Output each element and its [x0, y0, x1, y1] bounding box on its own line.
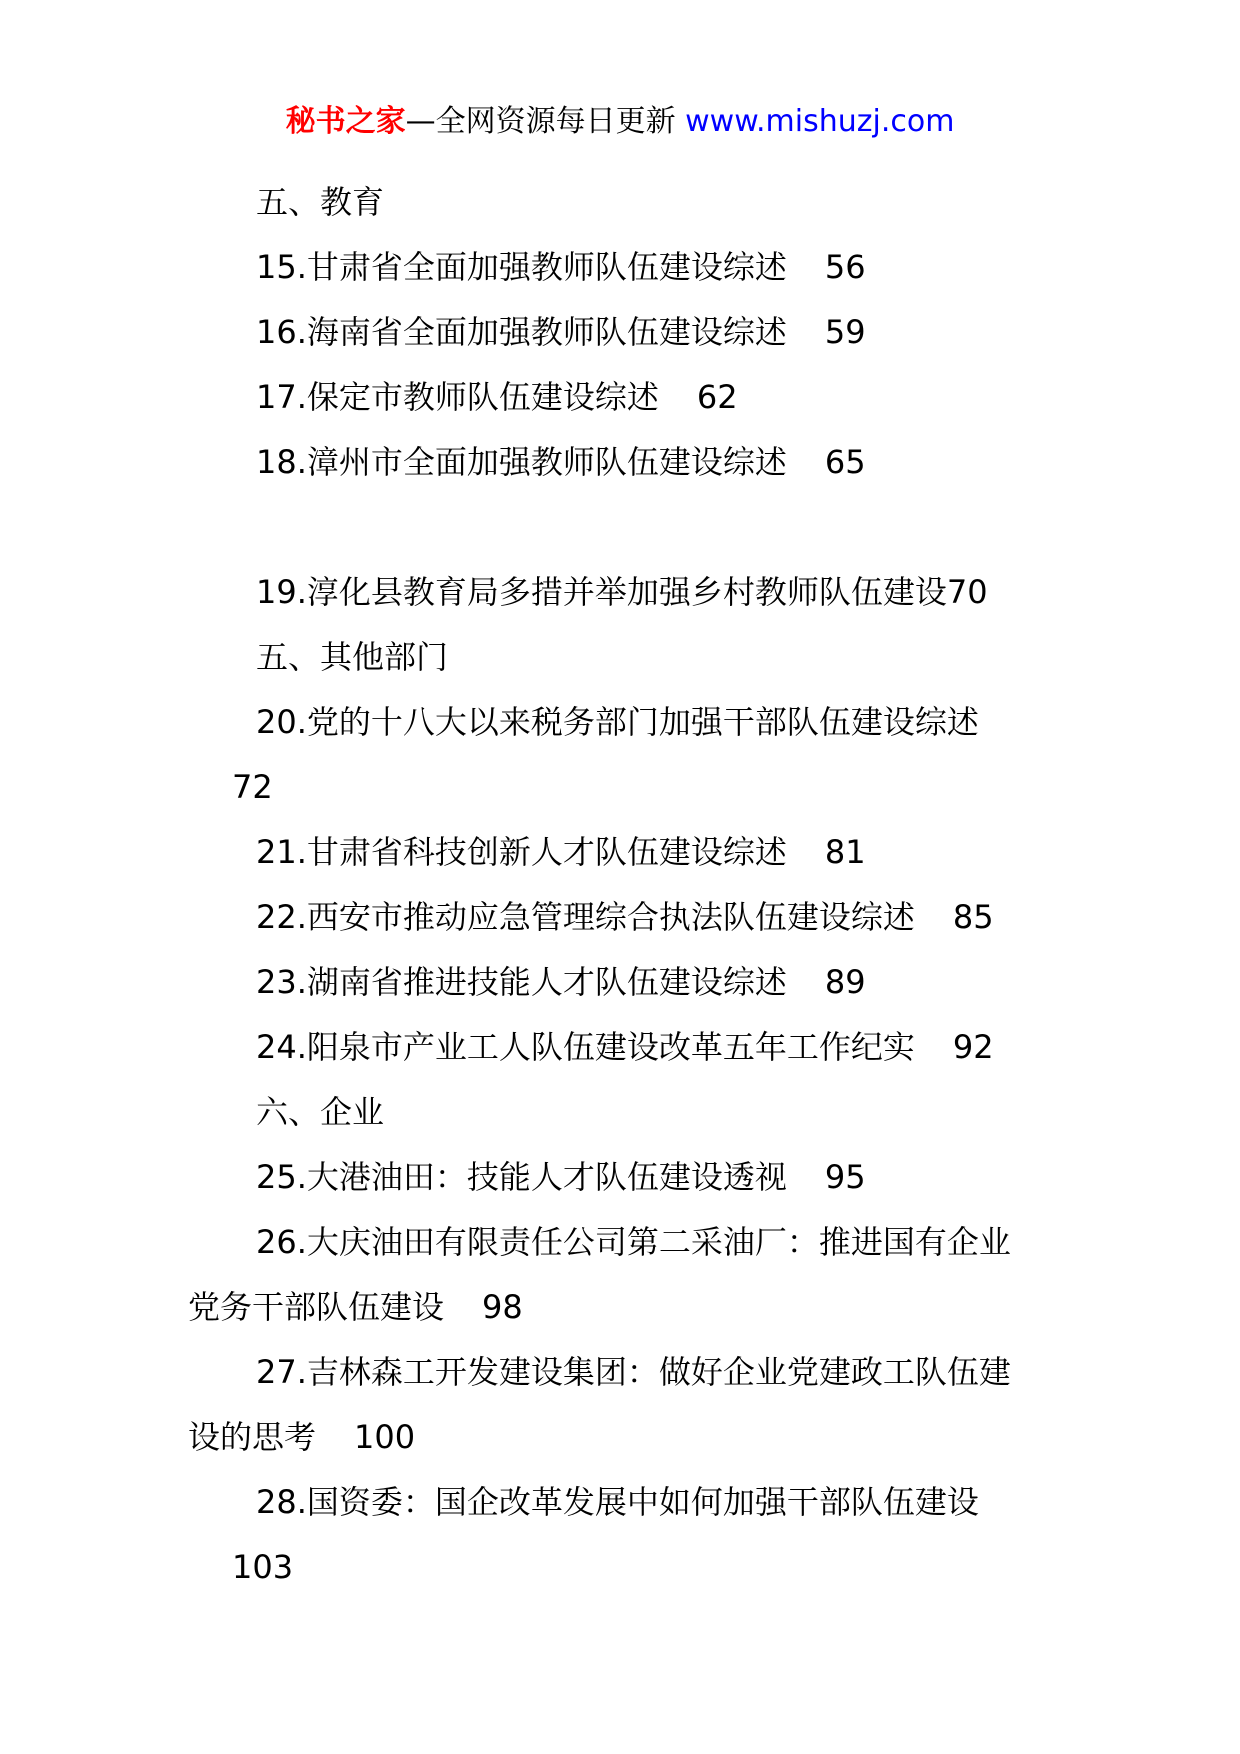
toc-entry-23[interactable]	[0, 950, 1240, 1015]
toc-entry-title-line2: 设的思考	[188, 1418, 317, 1456]
toc-entry-26[interactable]	[0, 1210, 1240, 1340]
toc-entry-title-line2: 党务干部队伍建设	[188, 1288, 445, 1326]
toc-entry-15[interactable]	[0, 235, 1240, 300]
toc-entry-title: 18.漳州市全面加强教师队伍建设综述	[256, 443, 787, 481]
toc-entry-title: 20.党的十八大以来税务部门加强干部队伍建设综述	[256, 703, 979, 741]
toc-entry-page: 65	[824, 443, 866, 481]
toc-entry-page: 103	[232, 1548, 294, 1586]
section-heading-education: 五、教育	[256, 183, 385, 221]
site-header	[0, 102, 1240, 142]
blank-line	[0, 495, 1240, 560]
toc-entry-page: 100	[354, 1418, 416, 1456]
toc-entry-21[interactable]	[0, 820, 1240, 885]
toc-entry-title: 24.阳泉市产业工人队伍建设改革五年工作纪实	[256, 1028, 915, 1066]
toc-entry-page: 81	[824, 833, 866, 871]
toc-entry-22[interactable]	[0, 885, 1240, 950]
toc-entry-page: 62	[696, 378, 738, 416]
toc-entry-title: 16.海南省全面加强教师队伍建设综述	[256, 313, 787, 351]
toc-entry-title: 21.甘肃省科技创新人才队伍建设综述	[256, 833, 787, 871]
toc-entry-title: 23.湖南省推进技能人才队伍建设综述	[256, 963, 787, 1001]
section-heading-other-departments: 五、其他部门	[256, 638, 449, 676]
table-of-contents	[0, 170, 1240, 1600]
toc-entry-18[interactable]	[0, 430, 1240, 495]
toc-entry-page: 92	[952, 1028, 994, 1066]
toc-entry-page: 98	[482, 1288, 523, 1326]
toc-entry-page: 85	[952, 898, 994, 936]
site-url-link[interactable]: www.mishuzj.com	[685, 104, 955, 139]
toc-entry-28[interactable]	[0, 1470, 1240, 1600]
toc-entry-page: 89	[824, 963, 866, 1001]
toc-entry-title: 25.大港油田：技能人才队伍建设透视	[256, 1158, 787, 1196]
toc-entry-title: 22.西安市推动应急管理综合执法队伍建设综述	[256, 898, 915, 936]
section-heading-enterprise: 六、企业	[256, 1093, 385, 1131]
toc-entry-title: 28.国资委：国企改革发展中如何加强干部队伍建设	[256, 1483, 979, 1521]
toc-entry-25[interactable]	[0, 1145, 1240, 1210]
toc-entry-page: 95	[824, 1158, 866, 1196]
toc-entry-27[interactable]	[0, 1340, 1240, 1470]
toc-entry-17[interactable]	[0, 365, 1240, 430]
toc-entry-title: 15.甘肃省全面加强教师队伍建设综述	[256, 248, 787, 286]
toc-entry-title: 19.淳化县教育局多措并举加强乡村教师队伍建设	[256, 573, 947, 611]
toc-entry-19[interactable]	[0, 560, 1240, 625]
toc-entry-title: 17.保定市教师队伍建设综述	[256, 378, 659, 416]
toc-entry-page: 70	[946, 573, 988, 611]
toc-entry-page: 59	[824, 313, 866, 351]
toc-entry-title-line1: 26.大庆油田有限责任公司第二采油厂：推进国有企业	[256, 1223, 1011, 1261]
toc-entry-20[interactable]	[0, 690, 1240, 820]
header-slogan: —全网资源每日更新	[405, 104, 676, 139]
toc-entry-page: 56	[824, 248, 866, 286]
toc-entry-page: 72	[232, 768, 273, 806]
brand-name: 秘书之家	[285, 104, 406, 139]
toc-entry-title-line1: 27.吉林森工开发建设集团：做好企业党建政工队伍建	[256, 1353, 1011, 1391]
toc-entry-24[interactable]	[0, 1015, 1240, 1080]
toc-entry-16[interactable]	[0, 300, 1240, 365]
